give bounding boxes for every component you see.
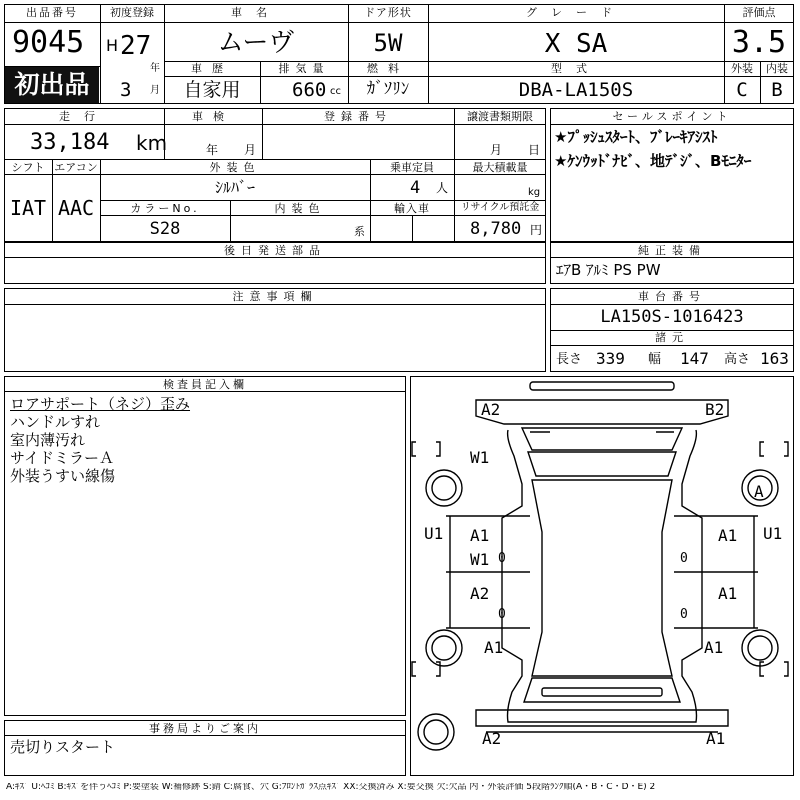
- chassis-number-label: 車台番号: [638, 290, 706, 303]
- damage-mark: A: [754, 482, 764, 501]
- lot-number-label: 出品番号: [26, 6, 78, 19]
- sales-point-2: ★ｹﾝｳｯﾄﾞﾅﾋﾞ、地ﾃﾞｼﾞ、Bﾓﾆﾀｰ: [554, 152, 752, 170]
- width-label: 幅: [648, 352, 662, 367]
- interior-color-unit: 系: [354, 225, 365, 238]
- damage-mark: A1: [718, 584, 738, 603]
- interior-color-label: 内装色: [274, 202, 326, 215]
- damage-mark: A2: [470, 584, 490, 603]
- exterior-grade: C: [736, 79, 748, 101]
- exterior-color-label: 外装色: [209, 161, 261, 174]
- vehicle-info-panel: [4, 108, 546, 242]
- caution-label: 注意事項欄: [232, 290, 318, 303]
- equipment-label: 純正装備: [638, 244, 706, 257]
- damage-mark: U1: [424, 524, 444, 543]
- height-label: 高さ: [724, 352, 751, 367]
- damage-mark: A1: [484, 638, 504, 657]
- car-name-label: 車名: [231, 6, 281, 19]
- lot-number: 9045: [12, 25, 85, 60]
- history-label: 車歴: [191, 62, 233, 75]
- displacement-unit: cc: [330, 86, 341, 97]
- exterior-color: ｼﾙﾊﾞｰ: [214, 178, 255, 197]
- inspection-year-unit: 年: [206, 143, 219, 157]
- era: H: [106, 36, 119, 55]
- damage-mark: U1: [763, 524, 783, 543]
- damage-mark: 0: [498, 551, 506, 566]
- width: 147: [680, 349, 709, 368]
- first-listing-badge: 初出品: [5, 67, 99, 103]
- fuel: ｶﾞｿﾘﾝ: [366, 79, 410, 99]
- capacity-unit: 人: [436, 181, 449, 195]
- displacement: 660: [292, 79, 327, 101]
- inspection-month-unit: 月: [244, 143, 257, 157]
- aircon: AAC: [57, 196, 95, 220]
- door-type-label: ドア形状: [364, 6, 412, 19]
- recycle-label: リサイクル預託金: [460, 202, 540, 213]
- inspector-note: ロアサポート（ネジ）歪み: [10, 395, 191, 413]
- model-code: DBA-LA150S: [518, 79, 634, 101]
- inspector-label: 検査員記入欄: [163, 378, 247, 391]
- import-label: 輸入車: [394, 202, 430, 215]
- height: 163: [760, 349, 789, 368]
- recycle-unit: 円: [530, 223, 543, 237]
- legend: A:ｷｽﾞ U:ﾍｺﾐ B:ｷｽﾞを伴うﾍｺﾐ P:要塗装 W:補修跡 S:錆 C:腐食、穴 G:ﾌﾛﾝﾄｶﾞﾗｽ点ｷｽﾞ XX:交換済み X:要交換 欠:欠品 内・外装評価 5段階ﾗﾝｸ順(A・B・C・D・E) 2: [6, 783, 656, 792]
- interior-label: 内装: [766, 62, 788, 75]
- damage-mark: 0: [680, 607, 688, 622]
- mileage-label: 走行: [59, 110, 109, 123]
- shift: IAT: [9, 196, 47, 220]
- inspector-note: ハンドルすれ: [10, 413, 101, 431]
- damage-mark: A2: [482, 729, 502, 748]
- capacity: 4: [410, 178, 421, 198]
- transfer-month-unit: 月: [490, 143, 503, 157]
- damage-mark: 0: [680, 551, 688, 566]
- aircon-label: エアコン: [54, 161, 98, 174]
- registration-no-label: 登録番号: [324, 110, 392, 123]
- damage-mark: A1: [704, 638, 724, 657]
- damage-mark: A1: [718, 526, 738, 545]
- inspector-note: 外装うすい線傷: [10, 467, 116, 485]
- office-note: 売切りスタート: [10, 738, 116, 756]
- overall-score: 3.5: [731, 25, 787, 60]
- max-load-label: 最大積載量: [472, 161, 528, 174]
- grade: X SA: [544, 29, 608, 59]
- parts-later-label: 後日発送部品: [224, 244, 326, 257]
- inspector-note: 室内薄汚れ: [10, 431, 86, 449]
- length: 339: [596, 349, 625, 368]
- max-load-unit: kg: [528, 187, 541, 198]
- grade-label: グレード: [526, 6, 626, 19]
- specs-label: 諸元: [655, 331, 689, 344]
- damage-mark: A1: [706, 729, 726, 748]
- damage-mark: A2: [481, 400, 501, 419]
- damage-mark: B2: [705, 400, 725, 419]
- length-label: 長さ: [556, 352, 583, 367]
- capacity-label: 乗車定員: [390, 161, 434, 174]
- damage-mark: A1: [470, 526, 490, 545]
- year-unit: 年: [150, 63, 160, 74]
- mileage-unit: km: [136, 131, 168, 155]
- model-code-label: 型式: [551, 62, 601, 75]
- equipment: ｴｱB ｱﾙﾐ PS PW: [556, 261, 661, 279]
- sales-point-1: ★ﾌﾟｯｼｭｽﾀｰﾄ、ﾌﾞﾚｰｷｱｼｽﾄ: [554, 128, 718, 146]
- car-name: ムーヴ: [217, 28, 295, 58]
- car-diagram: [410, 376, 794, 776]
- interior-grade: B: [771, 79, 783, 101]
- office-label: 事務局よりご案内: [149, 722, 261, 735]
- damage-mark: 0: [498, 607, 506, 622]
- history: 自家用: [183, 79, 241, 101]
- chassis-number: LA150S-1016423: [600, 307, 744, 327]
- door-type: 5W: [373, 29, 403, 57]
- registration-month: 3: [120, 79, 132, 101]
- score-label: 評価点: [742, 6, 776, 19]
- fuel-label: 燃料: [367, 62, 409, 75]
- displacement-label: 排気量: [278, 62, 330, 75]
- transfer-day-unit: 日: [528, 143, 541, 157]
- registration-year: 27: [120, 31, 152, 61]
- sales-points-label: セールスポイント: [612, 110, 732, 123]
- month-unit: 月: [150, 85, 160, 96]
- mileage: 33,184: [30, 130, 110, 155]
- inspector-note: サイドミラーＡ: [10, 449, 114, 467]
- exterior-label: 外装: [731, 62, 753, 75]
- inspection-label: 車検: [192, 110, 234, 123]
- first-registration-label: 初度登録: [110, 6, 154, 19]
- damage-mark: W1: [470, 550, 490, 569]
- shift-label: シフト: [11, 161, 45, 174]
- color-no-label: カラーNo.: [130, 202, 200, 215]
- color-no: S28: [149, 219, 181, 239]
- damage-mark: W1: [470, 448, 490, 467]
- transfer-deadline-label: 譲渡書類期限: [467, 110, 533, 123]
- recycle-deposit: 8,780: [470, 219, 522, 239]
